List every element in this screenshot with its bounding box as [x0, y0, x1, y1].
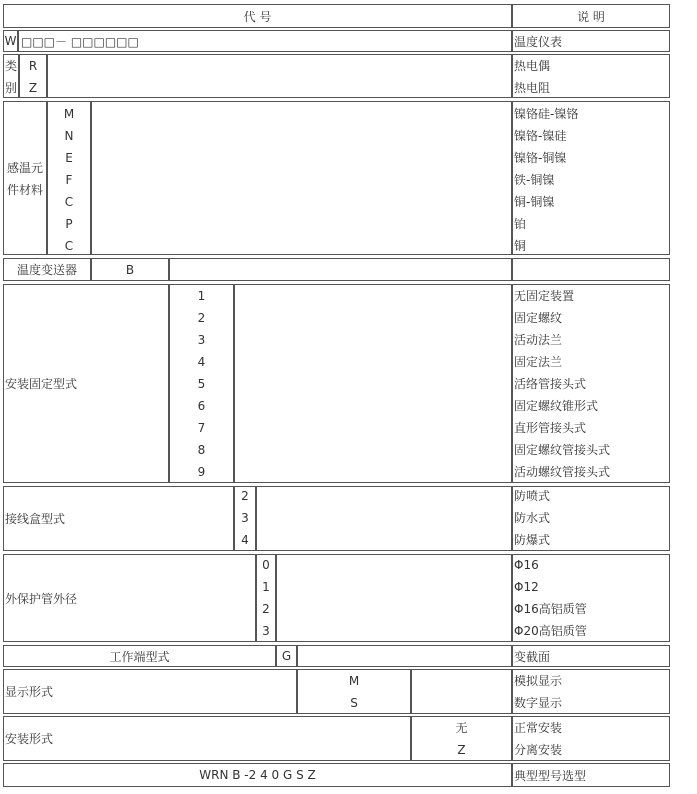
- w-code-letter-cell: [3, 30, 18, 52]
- tube-desc-cell: [512, 554, 670, 642]
- mounting-code: 6: [197, 399, 206, 413]
- category-label-line2: 别: [5, 81, 18, 95]
- tube-desc: Φ16高铝质管: [514, 602, 587, 616]
- tube-desc: Φ16: [514, 558, 539, 572]
- junction-code: 3: [241, 511, 249, 525]
- w-desc-cell: [512, 30, 670, 52]
- work-end-code-cell: [276, 645, 297, 667]
- display-label: 显示形式: [5, 685, 54, 699]
- tube-empty-cell: [276, 554, 512, 642]
- sensor-desc: 铜-铜镍: [514, 195, 555, 209]
- display-desc-cell: [512, 669, 670, 714]
- sensor-code: P: [65, 217, 73, 231]
- mounting-code: 7: [197, 421, 206, 435]
- install-code: Z: [457, 743, 466, 757]
- work-end-code: G: [281, 649, 292, 663]
- mounting-desc: 活动螺纹管接头式: [514, 465, 611, 479]
- install-label-cell: [3, 716, 411, 761]
- category-desc-cell: [512, 54, 670, 98]
- sensor-label-line1: 感温元: [7, 161, 44, 175]
- mounting-code: 8: [197, 443, 206, 457]
- install-desc: 正常安装: [514, 721, 563, 735]
- sensor-code: E: [65, 151, 73, 165]
- mounting-code: 5: [197, 377, 206, 391]
- mounting-code: 3: [197, 333, 206, 347]
- junction-label: 接线盒型式: [5, 512, 66, 526]
- junction-label-cell: [3, 486, 234, 551]
- category-label-line1: 类: [5, 59, 18, 73]
- work-end-empty-cell: [297, 645, 512, 667]
- install-code: 无: [455, 721, 468, 735]
- display-code: S: [350, 696, 358, 710]
- junction-desc: 防水式: [514, 511, 551, 525]
- junction-desc-cell: [512, 486, 670, 551]
- mounting-desc: 直形管接头式: [514, 421, 587, 435]
- example-code-cell: [3, 763, 512, 787]
- tube-code-cell: [256, 554, 276, 642]
- sensor-desc: 铁-铜镍: [514, 173, 555, 187]
- w-code-text-cell: [18, 30, 512, 52]
- install-label: 安装形式: [5, 732, 54, 746]
- tube-code: 2: [262, 602, 270, 616]
- tube-code: 1: [262, 580, 270, 594]
- header-desc-label: 说 明: [577, 9, 605, 24]
- display-code: M: [348, 674, 360, 688]
- junction-desc: 防爆式: [514, 533, 551, 547]
- sensor-desc-cell: [512, 101, 670, 255]
- mounting-code: 1: [197, 289, 206, 303]
- header-code-label: 代 号: [243, 9, 272, 24]
- category-label-cell: [3, 54, 19, 98]
- sensor-code: F: [65, 173, 73, 187]
- sensor-desc: 镍铬-铜镍: [514, 151, 567, 165]
- mounting-desc: 无固定装置: [514, 289, 575, 303]
- mounting-empty-cell: [234, 284, 512, 483]
- work-end-label-cell: [3, 645, 276, 667]
- tube-desc: Φ20高铝质管: [514, 624, 587, 638]
- sensor-label-line2: 件材料: [7, 183, 44, 197]
- mounting-code: 9: [197, 465, 206, 479]
- category-code: R: [28, 59, 38, 73]
- work-end-label: 工作端型式: [109, 649, 170, 664]
- w-code-letter: W: [4, 34, 17, 48]
- junction-empty-cell: [256, 486, 512, 551]
- category-code: Z: [28, 81, 38, 95]
- install-desc-cell: [512, 716, 670, 761]
- display-desc: 数字显示: [514, 696, 563, 710]
- mounting-code: 2: [197, 311, 206, 325]
- mounting-desc: 固定法兰: [514, 355, 563, 369]
- header-code-cell: [3, 4, 512, 28]
- sensor-empty-cell: [91, 101, 512, 255]
- sensor-desc: 铂: [514, 217, 527, 231]
- sensor-code: M: [63, 107, 75, 121]
- work-end-desc: 变截面: [514, 649, 551, 664]
- category-desc: 热电阻: [514, 81, 551, 95]
- transmitter-code: B: [125, 262, 135, 277]
- mounting-desc: 固定螺纹锥形式: [514, 399, 599, 413]
- sensor-label-cell: [3, 101, 47, 255]
- category-empty-cell: [47, 54, 512, 98]
- mounting-code-cell: [169, 284, 234, 483]
- sensor-code-cell: [47, 101, 91, 255]
- tube-code: 0: [262, 558, 270, 572]
- junction-code-cell: [234, 486, 256, 551]
- junction-code: 4: [241, 533, 249, 547]
- example-code: WRN B -2 4 0 G S Z: [199, 768, 316, 782]
- display-code-cell: [297, 669, 411, 714]
- transmitter-label: 温度变送器: [16, 263, 77, 277]
- category-code-cell: [19, 54, 47, 98]
- category-desc: 热电偶: [514, 59, 551, 73]
- mounting-desc-cell: [512, 284, 670, 483]
- mounting-desc: 固定螺纹管接头式: [514, 443, 611, 457]
- w-code-text: □□□－ □□□□□□: [21, 34, 139, 49]
- header-desc-cell: [512, 4, 670, 28]
- sensor-code: N: [64, 129, 74, 143]
- transmitter-label-cell: [3, 258, 91, 281]
- mounting-desc: 活络管接头式: [514, 377, 587, 391]
- tube-code: 3: [262, 624, 270, 638]
- display-desc: 模拟显示: [514, 674, 563, 688]
- mounting-code: 4: [197, 355, 206, 369]
- junction-code: 2: [241, 489, 249, 503]
- mounting-label: 安装固定型式: [5, 377, 78, 391]
- install-code-cell: [411, 716, 512, 761]
- tube-label-cell: [3, 554, 256, 642]
- mounting-desc: 活动法兰: [514, 333, 563, 347]
- mounting-label-cell: [3, 284, 169, 483]
- transmitter-code-cell: [91, 258, 169, 281]
- sensor-code: C: [64, 239, 74, 253]
- sensor-code: C: [64, 195, 74, 209]
- tube-desc: Φ12: [514, 580, 539, 594]
- junction-desc: 防喷式: [514, 489, 551, 503]
- mounting-desc: 固定螺纹: [514, 311, 563, 325]
- sensor-desc: 铜: [514, 239, 527, 253]
- transmitter-desc-cell: [512, 258, 670, 281]
- install-desc: 分离安装: [514, 743, 563, 757]
- display-empty-cell: [411, 669, 512, 714]
- sensor-desc: 镍铬硅-镍铬: [514, 107, 579, 121]
- transmitter-empty-cell: [169, 258, 512, 281]
- sensor-desc: 镍铬-镍硅: [514, 129, 567, 143]
- w-desc: 温度仪表: [514, 34, 563, 49]
- display-label-cell: [3, 669, 297, 714]
- tube-label: 外保护管外径: [5, 591, 78, 606]
- work-end-desc-cell: [512, 645, 670, 667]
- example-desc-cell: [512, 763, 670, 787]
- example-desc: 典型型号选型: [514, 768, 587, 783]
